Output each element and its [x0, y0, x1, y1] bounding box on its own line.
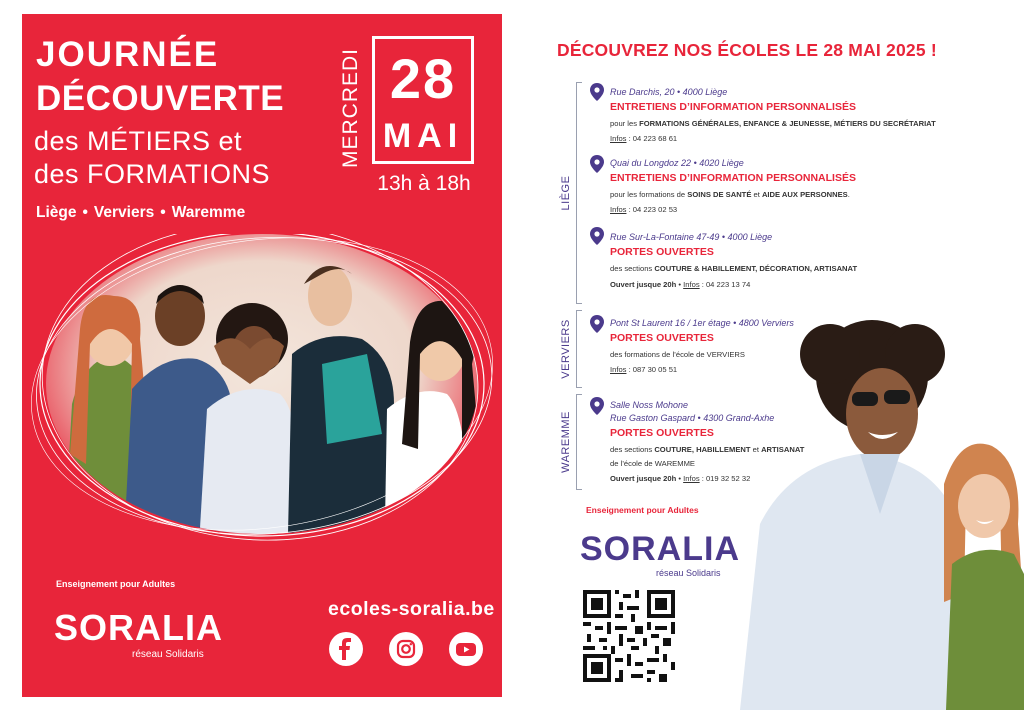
entry-description [610, 119, 936, 128]
infos-phone: : 019 32 52 32 [699, 474, 751, 483]
soralia-logo-sub: réseau Solidaris [132, 649, 204, 660]
group-label-verviers-text: VERVIERS [560, 319, 572, 379]
entry-desc-text: des sections [610, 264, 655, 273]
facebook-icon[interactable] [329, 632, 363, 666]
weekday-text: MERCREDI [339, 47, 362, 169]
entry-description [610, 264, 857, 273]
entry-infos [610, 134, 677, 143]
youtube-icon[interactable] [449, 632, 483, 666]
entry-heading: PORTES OUVERTES [610, 332, 714, 344]
group-label-waremme [556, 394, 576, 490]
soralia-logo-sub: réseau Solidaris [656, 568, 721, 578]
infos-phone: : 04 223 13 74 [699, 280, 751, 289]
city-waremme: Waremme [171, 204, 246, 221]
event-hours: 13h à 18h [377, 172, 471, 195]
infos-phone: : 04 223 02 53 [626, 205, 678, 214]
soralia-logo-graphic [580, 526, 740, 582]
city-separator: • [160, 204, 166, 221]
entry-desc-text: et [750, 445, 762, 454]
entry-heading: ENTRETIENS D’INFORMATION PERSONNALISÉS [610, 101, 856, 113]
entry-infos [610, 205, 677, 214]
entry-desc-bold: SOINS DE SANTÉ [687, 190, 752, 199]
entry-infos [610, 280, 750, 289]
entry-heading: ENTRETIENS D’INFORMATION PERSONNALISÉS [610, 172, 856, 184]
infos-label: Infos [610, 205, 627, 214]
infos-label: Infos [683, 280, 700, 289]
date-month: MAI [382, 117, 464, 155]
city-liege: Liège [36, 204, 77, 221]
location-pin-icon [590, 397, 604, 415]
entry-address: Pont St Laurent 16 / 1er étage • 4800 Verviers [610, 318, 794, 328]
right-title: DÉCOUVREZ NOS ÉCOLES LE 28 MAI 2025 ! [557, 40, 937, 60]
entry-heading: PORTES OUVERTES [610, 246, 714, 258]
open-hours-label: Ouvert jusque 20h [610, 280, 677, 289]
enseignement-label-left: Enseignement pour Adultes [56, 579, 176, 589]
infos-phone: : 04 223 68 61 [626, 134, 678, 143]
group-label-liege-text: LIÈGE [560, 175, 572, 211]
soralia-logo-text: SORALIA [580, 530, 740, 568]
soralia-logo-right [580, 526, 740, 587]
instagram-icon[interactable] [389, 632, 423, 666]
weekday-label [334, 44, 368, 172]
city-separator: • [82, 204, 88, 221]
date-box [372, 36, 474, 164]
entry-desc-text: pour les formations de [610, 190, 688, 199]
entry-description: des formations de l’école de VERVIERS [610, 350, 745, 359]
enseignement-label-right: Enseignement pour Adultes [586, 505, 699, 515]
group-bracket-liege [576, 82, 582, 304]
entry-address: Quai du Longdoz 22 • 4020 Liège [610, 158, 744, 168]
group-label-verviers [556, 310, 576, 388]
title-line-4: des FORMATIONS [34, 159, 271, 189]
bullet-separator: • [676, 474, 684, 483]
entry-heading: PORTES OUVERTES [610, 427, 714, 439]
women-photo [730, 314, 1024, 710]
entry-address: Rue Sur-La-Fontaine 47-49 • 4000 Liège [610, 232, 773, 242]
entry-desc-text: . [847, 190, 850, 199]
entry-desc-bold: FORMATIONS GÉNÉRALES, ENFANCE & JEUNESSE, MÉTIERS DU SECRÉTARIAT [639, 119, 936, 128]
left-flyer-panel [22, 14, 502, 697]
group-label-waremme-text: WAREMME [560, 411, 572, 473]
entry-desc-bold: COUTURE, HABILLEMENT [654, 445, 751, 454]
soralia-logo-graphic [54, 602, 244, 662]
entry-desc-text: pour les [610, 119, 640, 128]
entry-description-line2: de l’école de WAREMME [610, 459, 695, 468]
open-hours-label: Ouvert jusque 20h [610, 474, 677, 483]
title-line-2: DÉCOUVERTE [36, 79, 285, 118]
location-pin-icon [590, 315, 604, 333]
city-verviers: Verviers [93, 204, 155, 221]
location-pin-icon [590, 155, 604, 173]
infos-label: Infos [610, 365, 627, 374]
group-photo [22, 234, 502, 579]
title-line-1: JOURNÉE [36, 35, 220, 74]
group-photo-illustration [22, 234, 502, 579]
soralia-logo-left [54, 602, 244, 667]
entry-address: Rue Darchis, 20 • 4000 Liège [610, 87, 728, 97]
cities-line [36, 204, 245, 222]
entry-infos [610, 365, 677, 374]
entry-desc-bold: AIDE AUX PERSONNES [761, 190, 848, 199]
location-pin-icon [590, 83, 604, 101]
qr-code-icon[interactable] [583, 590, 675, 682]
title-line-3: des MÉTIERS et [34, 126, 243, 156]
entry-description [610, 190, 850, 199]
website-link[interactable]: ecoles-soralia.be [328, 598, 495, 620]
infos-label: Infos [683, 474, 700, 483]
infos-phone: : 087 30 05 51 [626, 365, 678, 374]
group-label-liege [556, 82, 576, 304]
entry-address-line2: Rue Gaston Gaspard • 4300 Grand-Axhe [610, 413, 775, 423]
entry-address: Salle Noss Mohone [610, 400, 689, 410]
entry-desc-bold: COUTURE & HABILLEMENT, DÉCORATION, ARTISANAT [654, 264, 858, 273]
entry-desc-bold: ARTISANAT [761, 445, 805, 454]
location-pin-icon [590, 227, 604, 245]
date-day: 28 [389, 47, 457, 110]
soralia-logo-text: SORALIA [54, 607, 223, 648]
entry-desc-text: et [751, 190, 762, 199]
bullet-separator: • [676, 280, 684, 289]
infos-label: Infos [610, 134, 627, 143]
group-bracket-waremme [576, 394, 582, 490]
group-bracket-verviers [576, 310, 582, 388]
entry-desc-text: des sections [610, 445, 655, 454]
